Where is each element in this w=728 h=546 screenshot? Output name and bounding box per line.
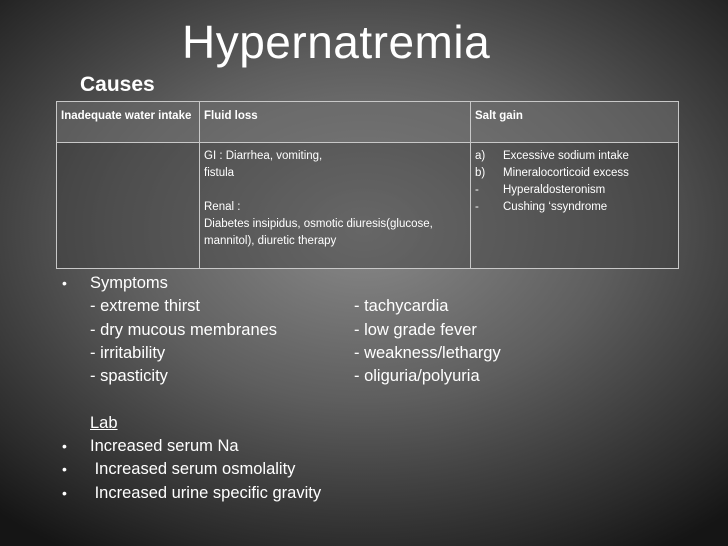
symptom-row [58,319,698,342]
cell-spacer [204,182,466,199]
slide-title: Hypernatremia [182,16,491,68]
content-bullets [58,272,698,505]
causes-table [56,101,679,269]
symptoms-heading: Symptoms [90,274,168,292]
cell-inadequate-water-intake [57,143,200,269]
symptom-item: - low grade fever [354,320,477,339]
lab-heading: Lab [90,413,118,432]
list-marker: a) [475,150,486,162]
lab-item: Increased urine specific gravity [90,483,322,502]
salt-gain-text: Hyperaldosteronism [503,184,606,196]
symptom-item: - tachycardia [354,297,449,316]
salt-gain-item [475,165,674,182]
symptom-item: - dry mucous membranes [90,320,278,339]
symptom-row [58,342,698,365]
symptoms-heading-row [58,272,698,295]
fluid-loss-renal-line: Diabetes insipidus, osmotic diuresis(glucose, [204,218,433,230]
salt-gain-text: Cushing ‘ssyndrome [503,201,608,213]
list-marker: b) [475,167,486,179]
bullet-icon: • [62,484,67,501]
symptom-item: - extreme thirst [90,297,201,316]
header-fluid-loss: Fluid loss [200,102,471,143]
spacer [58,388,698,411]
causes-table-header-row [57,102,679,143]
fluid-loss-renal-line: Renal : [204,201,241,213]
fluid-loss-gi-line: fistula [204,167,235,179]
lab-item: Increased serum osmolality [90,460,296,479]
header-salt-gain: Salt gain [471,102,679,143]
cell-salt-gain [471,143,679,269]
salt-gain-text: Mineralocorticoid excess [503,167,629,179]
causes-table-row [57,143,679,269]
symptom-item: - irritability [90,343,166,362]
salt-gain-item [475,199,674,216]
header-inadequate-water-intake: Inadequate water intake [57,102,200,143]
bullet-icon: • [62,275,67,291]
lab-item: Increased serum Na [90,437,239,456]
fluid-loss-renal-line: mannitol), diuretic therapy [204,235,337,247]
salt-gain-item [475,182,674,199]
symptom-row [58,365,698,388]
lab-item-row [58,435,698,458]
causes-heading: Causes [80,73,155,96]
salt-gain-text: Excessive sodium intake [503,150,629,162]
bullet-icon: • [62,438,67,455]
symptom-item: - spasticity [90,367,168,386]
symptom-row [58,295,698,318]
salt-gain-item [475,148,674,165]
lab-item-row [58,482,698,505]
lab-heading-row [58,412,698,435]
list-marker: - [475,201,479,213]
fluid-loss-gi-line: GI : Diarrhea, vomiting, [204,150,323,162]
lab-item-row [58,458,698,481]
list-marker: - [475,184,479,196]
symptom-item: - weakness/lethargy [354,343,501,362]
cell-fluid-loss [200,143,471,269]
symptom-item: - oliguria/polyuria [354,367,480,386]
bullet-icon: • [62,461,67,478]
